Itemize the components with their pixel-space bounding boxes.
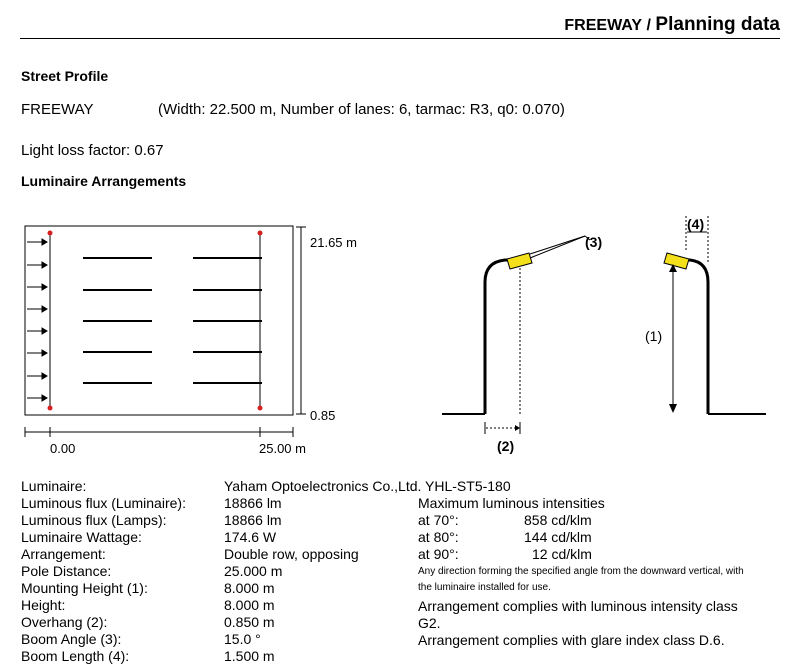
arrow-icon	[27, 306, 47, 312]
intensity-value: 144 cd/klm	[524, 529, 592, 545]
spec-value: 25.000 m	[224, 563, 283, 579]
plan-view-diagram	[0, 215, 380, 460]
x-right-label: 25.00 m	[259, 441, 306, 456]
header-rule	[20, 38, 780, 39]
boom-angle-leader	[530, 236, 585, 254]
spec-luminaire-label: Luminaire:	[21, 478, 87, 494]
pole-marker	[258, 406, 263, 411]
arrow-icon	[27, 284, 47, 290]
spec-value: 0.850 m	[224, 614, 275, 630]
header-separator: /	[646, 17, 651, 34]
spec-value: Double row, opposing	[224, 546, 359, 562]
spec-label: Luminous flux (Lamps):	[21, 512, 167, 528]
y-top-label: 21.65 m	[310, 235, 357, 250]
overhang-arrow-icon	[515, 425, 520, 431]
spec-label: Luminaire Wattage:	[21, 529, 142, 545]
right-pole	[684, 260, 708, 414]
page-header	[564, 14, 780, 36]
intensity-note-line1: Any direction forming the specified angle from the downward vertical, with	[418, 566, 744, 577]
intensity-angle: at 80°:	[418, 529, 459, 545]
spec-label: Luminous flux (Luminaire):	[21, 495, 186, 511]
luminaire-arrangements-heading: Luminaire Arrangements	[21, 173, 187, 189]
complies-glare: Arrangement complies with glare index class D.6.	[418, 632, 725, 648]
street-profile-heading: Street Profile	[21, 68, 109, 84]
boom-length-label: (4)	[687, 216, 705, 232]
street-profile-road-name: FREEWAY	[21, 101, 94, 118]
spec-value: 8.000 m	[224, 597, 275, 613]
mount-height-label: (1)	[645, 328, 663, 344]
spec-label: Height:	[21, 597, 66, 613]
arrow-icon	[27, 328, 47, 334]
left-luminaire	[507, 253, 532, 269]
direction-arrows	[27, 239, 47, 401]
pole-marker	[48, 406, 53, 411]
pole-marker	[48, 231, 53, 236]
x-dimension	[25, 427, 293, 437]
right-luminaire	[664, 253, 689, 269]
overhang-label: (2)	[497, 438, 515, 454]
boom-angle-label: (3)	[585, 234, 603, 250]
spec-label: Overhang (2):	[21, 614, 108, 630]
page-title: Planning data	[655, 14, 780, 35]
light-loss-factor: Light loss factor: 0.67	[21, 142, 164, 159]
spec-value: 15.0 °	[224, 631, 261, 647]
spec-label: Boom Angle (3):	[21, 631, 122, 647]
arrow-icon	[27, 239, 47, 245]
street-profile-details: (Width: 22.500 m, Number of lanes: 6, tarmac: R3, q0: 0.070)	[158, 101, 565, 118]
arrow-icon	[27, 350, 47, 356]
spec-label: Boom Length (4):	[21, 648, 130, 664]
intensity-value: 12 cd/klm	[532, 546, 592, 562]
spec-value: 1.500 m	[224, 648, 275, 664]
mount-height-arrow-down-icon	[669, 404, 677, 413]
left-pole	[485, 260, 512, 414]
x-left-label: 0.00	[50, 441, 76, 456]
header-road-name: FREEWAY	[564, 17, 643, 34]
boom-angle-leader	[530, 236, 585, 258]
arrow-icon	[27, 262, 47, 268]
spec-value: 174.6 W	[224, 529, 277, 545]
pole-marker	[258, 231, 263, 236]
spec-value: 8.000 m	[224, 580, 275, 596]
spec-label: Arrangement:	[21, 546, 106, 562]
intensity-value: 858 cd/klm	[524, 512, 592, 528]
arrow-icon	[27, 395, 47, 401]
complies-intensity-line2: G2.	[418, 615, 441, 631]
intensity-angle: at 70°:	[418, 512, 459, 528]
spec-luminaire-value: Yaham Optoelectronics Co.,Ltd. YHL-ST5-180	[224, 478, 511, 494]
y-dimension	[296, 227, 306, 414]
intensity-angle: at 90°:	[418, 546, 459, 562]
y-bottom-label: 0.85	[310, 408, 336, 423]
spec-value: 18866 lm	[224, 512, 282, 528]
arrow-icon	[27, 373, 47, 379]
intensity-note-line2: the luminaire installed for use.	[418, 582, 551, 593]
complies-intensity-line1: Arrangement complies with luminous intensity class	[418, 598, 738, 614]
lane-markings	[83, 258, 262, 383]
intensities-heading: Maximum luminous intensities	[418, 495, 605, 511]
spec-label: Pole Distance:	[21, 563, 112, 579]
profile-view-diagram	[430, 210, 780, 460]
spec-value: 18866 lm	[224, 495, 282, 511]
spec-label: Mounting Height (1):	[21, 580, 148, 596]
